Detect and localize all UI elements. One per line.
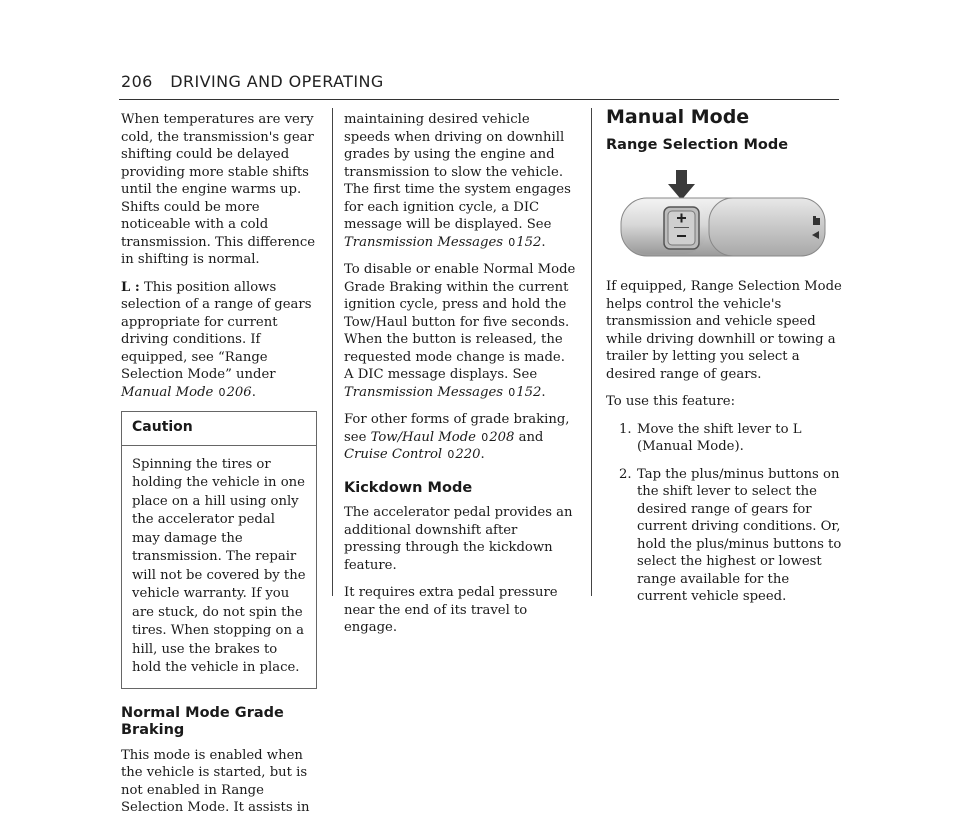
paragraph: It requires extra pedal pressure near the end of its travel to engage.	[344, 585, 558, 635]
xref-page[interactable]: 208	[489, 429, 515, 445]
l-label: L :	[121, 279, 140, 295]
heading-range-selection-mode: Range Selection Mode	[606, 136, 789, 153]
page-ref-arrow-icon: 0	[508, 385, 516, 399]
shift-lever-icon	[621, 198, 825, 256]
heading-manual-mode: Manual Mode	[606, 106, 750, 128]
column-divider-1	[332, 108, 333, 596]
page-ref-arrow-icon: 0	[218, 385, 226, 399]
page-number: 206	[121, 72, 153, 91]
step-number: 1.	[619, 421, 632, 437]
xref-link[interactable]: Transmission Messages	[344, 384, 504, 400]
xref-link[interactable]: Transmission Messages	[344, 234, 504, 250]
running-header	[121, 72, 384, 91]
column-1	[121, 111, 317, 827]
paragraph-text: To disable or enable Normal Mode Grade Braking within the current ignition cycle, press and hold the Tow/Haul button for five seconds. When the button is released, the requested mode change is made. A DIC message displays. See	[344, 262, 576, 382]
shift-lever-illustration	[617, 164, 831, 264]
section-title: DRIVING AND OPERATING	[170, 72, 384, 91]
xref-page[interactable]: 206	[226, 384, 252, 400]
xref-page[interactable]: 152	[516, 234, 542, 250]
column-3	[606, 106, 842, 616]
heading-kickdown-mode: Kickdown Mode	[344, 479, 473, 496]
xref-link[interactable]: Tow/Haul Mode	[370, 429, 476, 445]
paragraph: The accelerator pedal provides an additional downshift after pressing through the kickdown feature.	[344, 505, 573, 573]
paragraph-text: and	[518, 429, 544, 445]
xref-link[interactable]: Cruise Control	[344, 447, 443, 462]
paragraph: maintaining desired vehicle speeds when driving on downhill grades by using the engine and transmission to slow the vehicle. The first time the system engages for each ignition cycle, a DIC message will be displayed. See Transmission Messages 0152.	[344, 112, 571, 250]
down-arrow-icon	[668, 170, 695, 200]
paragraph: To use this feature:	[606, 394, 736, 409]
page-ref-arrow-icon: 0	[447, 448, 455, 461]
paragraph: For other forms of grade braking, see Tow/Haul Mode 0208 and Cruise Control 0220.	[344, 412, 570, 462]
caution-box	[121, 411, 317, 689]
page-ref-arrow-icon: 0	[481, 430, 489, 444]
l-text: This position allows selection of a range of gears appropriate for current driving conditions. If equipped, see “Range Selection Mode” under	[121, 279, 312, 382]
column-2	[344, 111, 576, 647]
paragraph: This mode is enabled when the vehicle is started, but is not enabled in Range Selection Mode. It assists in	[121, 747, 310, 815]
steps-list	[606, 421, 842, 606]
paragraph: To disable or enable Normal Mode Grade Braking within the current ignition cycle, press and hold the Tow/Haul button for five seconds. When the button is released, the requested mode change is made. A DIC message displays. See Transmission Messages 0152.	[344, 262, 576, 400]
step-text: Move the shift lever to L (Manual Mode).	[637, 421, 802, 454]
step-text: Tap the plus/minus buttons on the shift lever to select the desired range of gears for current driving conditions. Or, hold the plus/minus buttons to select the highest or lowest range available for the current vehicle speed.	[637, 466, 842, 604]
step-number: 2.	[619, 466, 632, 482]
xref-link[interactable]: Manual Mode	[121, 384, 214, 400]
paragraph-l-position: L : This position allows selection of a range of gears appropriate for current driving conditions. If equipped, see “Range Selection Mode” under Manual Mode 0206.	[121, 279, 312, 400]
list-item	[606, 421, 842, 456]
column-divider-2	[591, 108, 592, 596]
paragraph-text: maintaining desired vehicle speeds when driving on downhill grades by using the engine and transmission to slow the vehicle. The first time the system engages for each ignition cycle, a DIC message will be displayed. See	[344, 112, 571, 232]
header-rule	[119, 99, 839, 100]
caution-body: Spinning the tires or holding the vehicle in one place on a hill using only the accelerator pedal may damage the transmission. The repair will not be covered by the vehicle warranty. If you are stuck, do not spin the tires. When stopping on a hill, use the brakes to hold the vehicle in place.	[132, 456, 306, 675]
paragraph-text: For other forms of grade braking, see	[344, 412, 570, 445]
page-ref-arrow-icon: 0	[508, 235, 516, 249]
caution-title: Caution	[122, 412, 316, 446]
paragraph: When temperatures are very cold, the transmission's gear shifting could be delayed providing more stable shifts until the engine warms up. Shifts could be more noticeable with a cold transmission. This difference in shifting is normal.	[121, 112, 316, 267]
minus-icon	[677, 235, 686, 237]
xref-page[interactable]: 220	[455, 447, 481, 462]
xref-page[interactable]: 152	[516, 384, 542, 400]
heading-normal-mode-grade-braking: Normal Mode Grade Braking	[121, 704, 284, 738]
paragraph: If equipped, Range Selection Mode helps control the vehicle's transmission and vehicle speed while driving downhill or towing a trailer by letting you select a desired range of gears.	[606, 279, 842, 382]
list-item	[606, 466, 842, 606]
